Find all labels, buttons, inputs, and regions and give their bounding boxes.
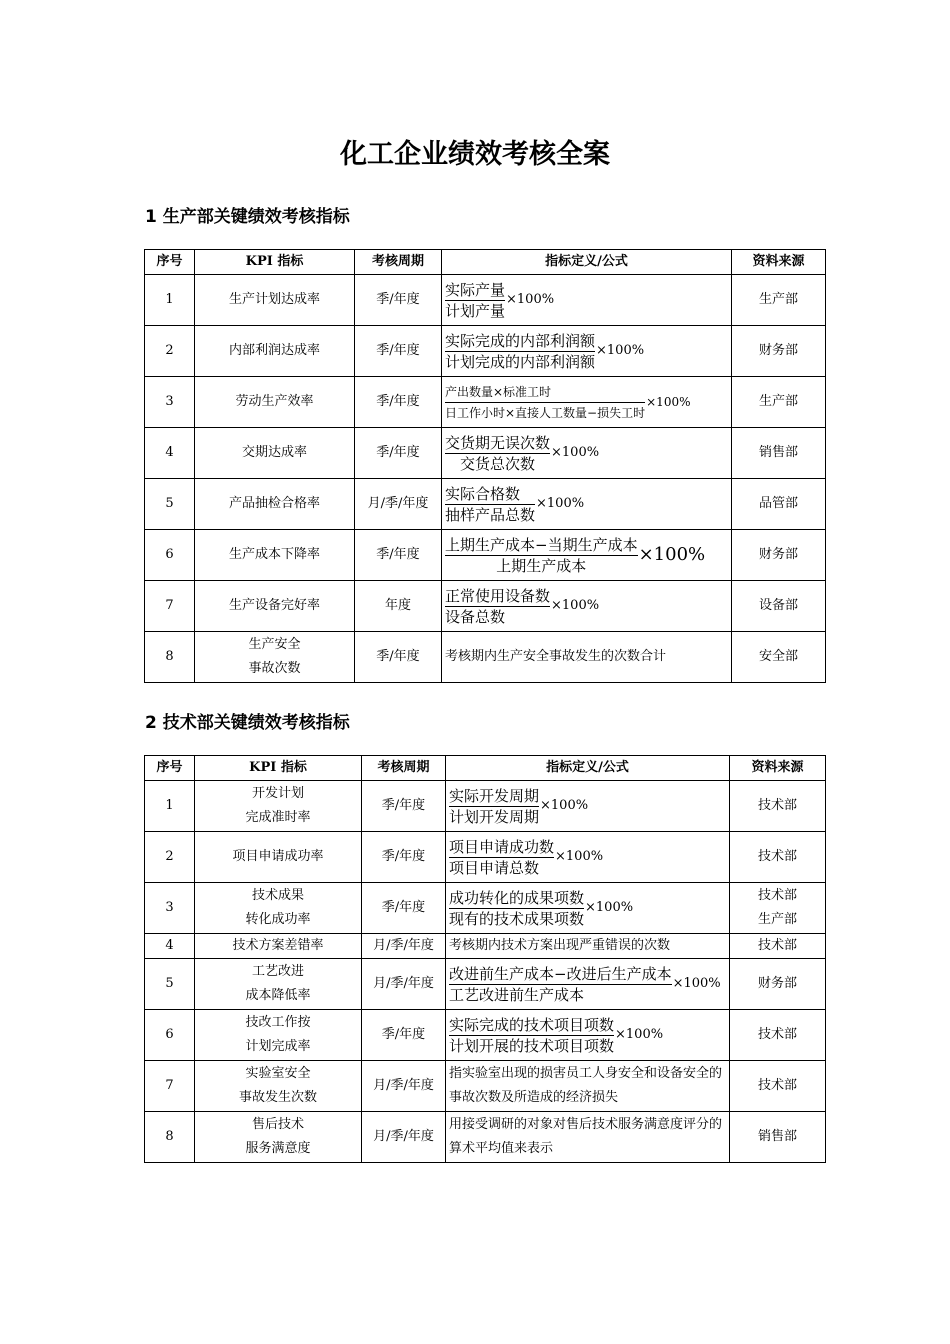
- cell-period: 季/年度: [362, 781, 446, 832]
- formula-fraction: [445, 280, 505, 321]
- formula-fraction: [445, 382, 645, 423]
- table-row: [145, 934, 826, 959]
- kpi-table-technical: [144, 755, 826, 1163]
- formula-numerator: 正常使用设备数: [445, 586, 551, 605]
- header-source: 资料来源: [732, 250, 826, 275]
- formula-multiplier: ×100%: [555, 849, 604, 864]
- cell-source: 财务部: [730, 959, 826, 1010]
- cell-period: 季/年度: [355, 326, 442, 377]
- cell-source: 技术部: [730, 1061, 826, 1112]
- cell-no: 7: [145, 1061, 195, 1112]
- cell-source: 财务部: [732, 530, 826, 581]
- formula-multiplier: ×100%: [536, 496, 585, 511]
- cell-formula: [442, 275, 732, 326]
- formula-fraction: [445, 535, 638, 576]
- cell-no: 2: [145, 326, 195, 377]
- table-row: [145, 530, 826, 581]
- formula-numerator: 实际合格数: [445, 484, 535, 505]
- table-row: [145, 632, 826, 683]
- cell-period: 季/年度: [355, 428, 442, 479]
- formula-numerator: 实际产量: [445, 280, 506, 299]
- cell-period: 月/季/年度: [362, 959, 446, 1010]
- cell-source: 品管部: [732, 479, 826, 530]
- cell-formula: [446, 1010, 730, 1061]
- cell-formula: [442, 530, 732, 581]
- cell-kpi: [195, 959, 362, 1010]
- cell-definition-text: 用接受调研的对象对售后技术服务满意度评分的算术平均值来表示: [446, 1112, 730, 1163]
- formula-fraction: [445, 586, 550, 627]
- cell-no: 4: [145, 934, 195, 959]
- table-row: [145, 326, 826, 377]
- formula-denominator: 上期生产成本: [496, 556, 587, 575]
- cell-source: 技术部: [730, 781, 826, 832]
- table-row: [145, 581, 826, 632]
- formula-multiplier: ×100%: [585, 900, 634, 915]
- cell-kpi-line: 事故次数: [248, 661, 301, 676]
- formula-numerator: 改进前生产成本−改进后生产成本: [449, 964, 672, 983]
- formula-denominator: 计划开发周期: [449, 807, 540, 826]
- formula-denominator: 计划开展的技术项目项数: [449, 1036, 615, 1055]
- formula-denominator: 抽样产品总数: [445, 505, 536, 524]
- cell-period: 季/年度: [355, 377, 442, 428]
- cell-no: 5: [145, 479, 195, 530]
- cell-kpi-line: 成本降低率: [245, 988, 311, 1003]
- cell-no: 1: [145, 781, 195, 832]
- formula-fraction: [449, 1015, 614, 1056]
- cell-kpi: 项目申请成功率: [195, 832, 362, 883]
- cell-kpi-line: 转化成功率: [245, 912, 311, 927]
- formula-numerator: 项目申请成功数: [449, 837, 555, 856]
- cell-kpi: 生产设备完好率: [195, 581, 355, 632]
- cell-source-line: 技术部: [757, 888, 797, 903]
- cell-kpi-line: 计划完成率: [245, 1039, 311, 1054]
- cell-source-line: 生产部: [757, 912, 797, 927]
- table-row: [145, 781, 826, 832]
- formula-denominator: 计划产量: [445, 301, 506, 320]
- cell-source: [730, 883, 826, 934]
- formula-denominator: 工艺改进前生产成本: [449, 985, 585, 1004]
- formula-denominator: 设备总数: [445, 607, 506, 626]
- cell-formula: [442, 377, 732, 428]
- cell-no: 8: [145, 632, 195, 683]
- formula-fraction: [449, 888, 584, 929]
- table-row: [145, 428, 826, 479]
- table-row: [145, 377, 826, 428]
- cell-period: 月/季/年度: [362, 1061, 446, 1112]
- cell-source: 财务部: [732, 326, 826, 377]
- cell-kpi-line: 技术成果: [251, 888, 304, 903]
- formula-multiplier: ×100%: [506, 292, 555, 307]
- section-heading-technical: 2 技术部关键绩效考核指标: [145, 713, 350, 733]
- formula-multiplier: ×100%: [646, 395, 691, 409]
- cell-source: 设备部: [732, 581, 826, 632]
- formula-fraction: [449, 786, 539, 827]
- cell-kpi: 生产计划达成率: [195, 275, 355, 326]
- header-definition: 指标定义/公式: [446, 756, 730, 781]
- cell-formula: [442, 428, 732, 479]
- cell-kpi: [195, 1010, 362, 1061]
- cell-kpi: [195, 883, 362, 934]
- formula-multiplier: ×100%: [551, 598, 600, 613]
- formula-numerator: 上期生产成本−当期生产成本: [445, 535, 638, 554]
- header-no: 序号: [145, 756, 195, 781]
- table-header-row: [145, 250, 826, 275]
- cell-no: 5: [145, 959, 195, 1010]
- kpi-table-production: [144, 249, 826, 683]
- cell-period: 年度: [355, 581, 442, 632]
- cell-no: 6: [145, 1010, 195, 1061]
- cell-period: 季/年度: [355, 632, 442, 683]
- formula-multiplier: ×100%: [540, 798, 589, 813]
- formula-numerator: 产出数量×标准工时: [445, 382, 645, 403]
- cell-kpi-line: 生产安全: [248, 637, 301, 652]
- cell-source: 技术部: [730, 1010, 826, 1061]
- cell-formula: [446, 832, 730, 883]
- cell-no: 1: [145, 275, 195, 326]
- formula-multiplier: ×100%: [551, 445, 600, 460]
- table-row: [145, 479, 826, 530]
- formula-multiplier: ×100%: [615, 1027, 664, 1042]
- formula-multiplier: ×100%: [596, 343, 645, 358]
- cell-kpi: [195, 1061, 362, 1112]
- formula-fraction: [445, 433, 550, 474]
- cell-kpi: 劳动生产效率: [195, 377, 355, 428]
- cell-source: 生产部: [732, 377, 826, 428]
- cell-period: 季/年度: [362, 1010, 446, 1061]
- cell-period: 月/季/年度: [362, 934, 446, 959]
- cell-kpi-line: 事故发生次数: [238, 1090, 317, 1105]
- cell-no: 3: [145, 377, 195, 428]
- formula-fraction: [445, 484, 535, 525]
- table-row: [145, 883, 826, 934]
- formula-fraction: [445, 331, 595, 372]
- cell-kpi: 生产成本下降率: [195, 530, 355, 581]
- formula-denominator: 现有的技术成果项数: [449, 909, 585, 928]
- table-row: [145, 959, 826, 1010]
- formula-numerator: 实际开发周期: [449, 786, 540, 805]
- table-row: [145, 832, 826, 883]
- header-no: 序号: [145, 250, 195, 275]
- cell-kpi-line: 售后技术: [251, 1117, 304, 1132]
- cell-formula: [446, 883, 730, 934]
- cell-period: 季/年度: [362, 832, 446, 883]
- header-definition: 指标定义/公式: [442, 250, 732, 275]
- cell-formula: [446, 959, 730, 1010]
- header-kpi: KPI 指标: [195, 250, 355, 275]
- cell-kpi: 技术方案差错率: [195, 934, 362, 959]
- cell-source: 安全部: [732, 632, 826, 683]
- cell-definition-text: 指实验室出现的损害员工人身安全和设备安全的事故次数及所造成的经济损失: [446, 1061, 730, 1112]
- cell-source: 技术部: [730, 832, 826, 883]
- cell-definition-text: 考核期内技术方案出现严重错误的次数: [446, 934, 730, 959]
- cell-period: 月/季/年度: [355, 479, 442, 530]
- header-period: 考核周期: [362, 756, 446, 781]
- table-row: [145, 275, 826, 326]
- formula-multiplier: ×100%: [672, 976, 721, 991]
- cell-period: 月/季/年度: [362, 1112, 446, 1163]
- cell-kpi-line: 实验室安全: [245, 1066, 311, 1081]
- formula-fraction: [449, 964, 672, 1005]
- formula-fraction: [449, 837, 554, 878]
- table-row: [145, 1061, 826, 1112]
- cell-kpi: 交期达成率: [195, 428, 355, 479]
- cell-no: 8: [145, 1112, 195, 1163]
- cell-source: 技术部: [730, 934, 826, 959]
- cell-kpi-line: 工艺改进: [251, 964, 304, 979]
- cell-period: 季/年度: [362, 883, 446, 934]
- cell-kpi: [195, 781, 362, 832]
- cell-kpi: 内部利润达成率: [195, 326, 355, 377]
- cell-kpi: [195, 632, 355, 683]
- cell-kpi-line: 服务满意度: [245, 1141, 311, 1156]
- cell-source: 生产部: [732, 275, 826, 326]
- cell-no: 2: [145, 832, 195, 883]
- table-row: [145, 1010, 826, 1061]
- cell-formula: [442, 479, 732, 530]
- section-heading-production: 1 生产部关键绩效考核指标: [145, 207, 350, 227]
- formula-denominator: 项目申请总数: [449, 858, 540, 877]
- cell-no: 4: [145, 428, 195, 479]
- cell-period: 季/年度: [355, 275, 442, 326]
- cell-source: 销售部: [730, 1112, 826, 1163]
- formula-denominator: 计划完成的内部利润额: [445, 352, 596, 371]
- cell-formula: [442, 326, 732, 377]
- formula-numerator: 实际完成的技术项目项数: [449, 1015, 615, 1034]
- cell-kpi-line: 技改工作按: [245, 1015, 311, 1030]
- cell-source: 销售部: [732, 428, 826, 479]
- cell-formula: [446, 781, 730, 832]
- cell-formula: [442, 581, 732, 632]
- page-title: 化工企业绩效考核全案: [340, 139, 610, 170]
- cell-no: 3: [145, 883, 195, 934]
- formula-numerator: 成功转化的成果项数: [449, 888, 585, 907]
- table-header-row: [145, 756, 826, 781]
- cell-kpi: 产品抽检合格率: [195, 479, 355, 530]
- cell-kpi-line: 完成准时率: [245, 810, 311, 825]
- formula-numerator: 实际完成的内部利润额: [445, 331, 596, 350]
- formula-denominator: 交货总次数: [460, 454, 536, 473]
- cell-no: 7: [145, 581, 195, 632]
- header-source: 资料来源: [730, 756, 826, 781]
- cell-period: 季/年度: [355, 530, 442, 581]
- formula-numerator: 交货期无误次数: [445, 433, 551, 452]
- header-period: 考核周期: [355, 250, 442, 275]
- header-kpi: KPI 指标: [195, 756, 362, 781]
- cell-kpi: [195, 1112, 362, 1163]
- table-row: [145, 1112, 826, 1163]
- cell-kpi-line: 开发计划: [251, 786, 304, 801]
- cell-no: 6: [145, 530, 195, 581]
- cell-definition-text: 考核期内生产安全事故发生的次数合计: [442, 632, 732, 683]
- formula-denominator: 日工作小时×直接人工数量−损失工时: [445, 405, 646, 420]
- formula-multiplier: ×100%: [638, 544, 706, 565]
